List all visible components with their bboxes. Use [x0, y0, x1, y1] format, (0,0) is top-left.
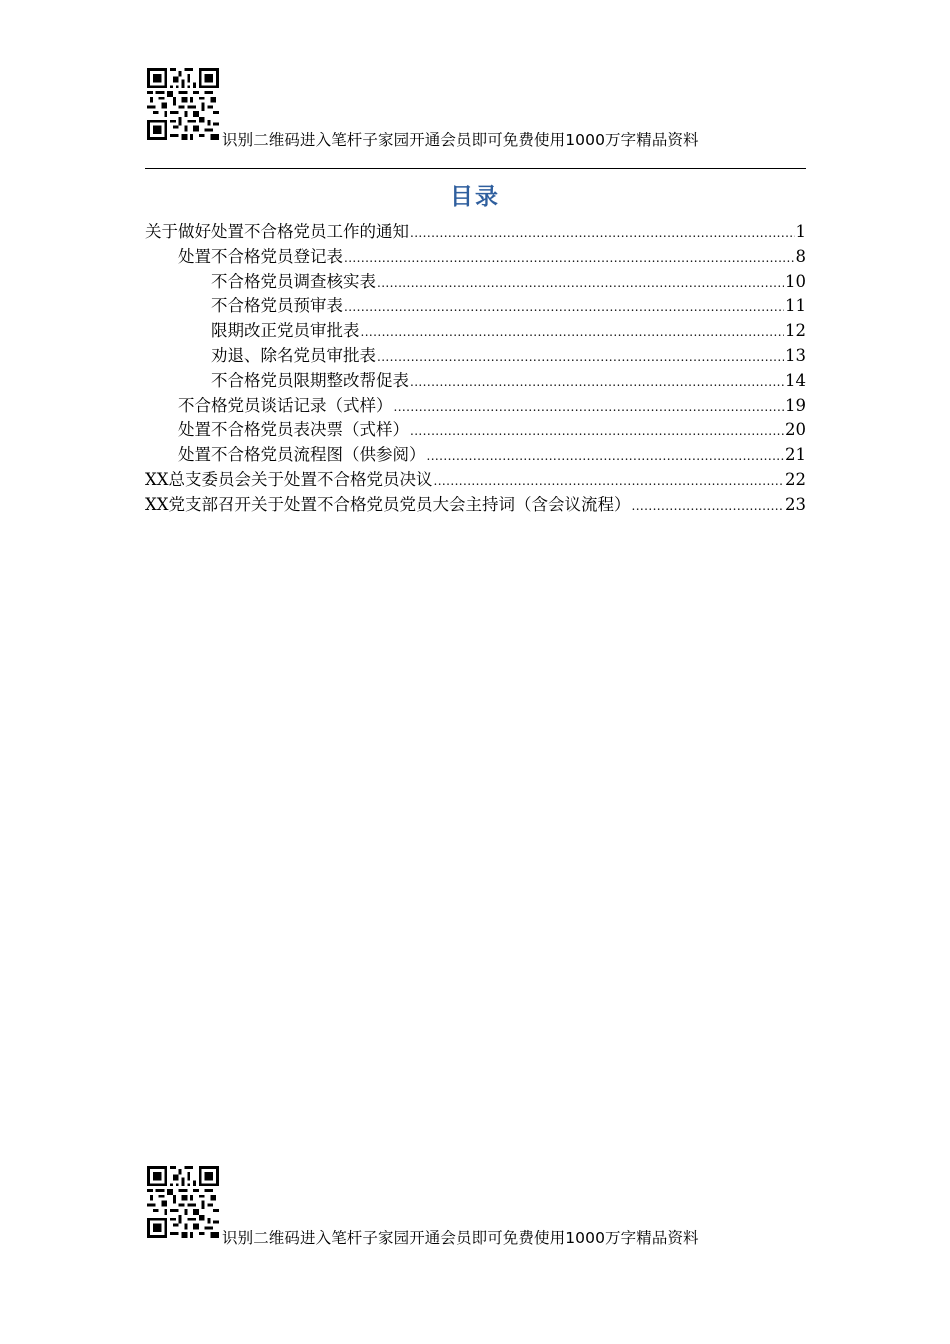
toc-entry-title: 不合格党员谈话记录（式样） — [178, 395, 393, 415]
toc-entry-page-number: 8 — [795, 246, 806, 266]
toc-dot-leader — [344, 295, 784, 320]
toc-entry[interactable] — [145, 344, 806, 369]
toc-dot-leader — [377, 345, 784, 370]
toc-entry-page-number: 22 — [785, 469, 806, 489]
toc-entry-page-number: 12 — [785, 321, 806, 341]
toc-dot-leader — [394, 395, 785, 420]
toc-entry[interactable] — [145, 394, 806, 419]
toc-entry[interactable] — [145, 245, 806, 270]
toc-entry-title: 关于做好处置不合格党员工作的通知 — [145, 222, 409, 241]
toc-entry[interactable] — [145, 369, 806, 394]
toc-dot-leader — [410, 370, 784, 395]
toc-entry-title: 不合格党员调查核实表 — [211, 271, 376, 291]
toc-entry-title: XX党支部召开关于处置不合格党员党员大会主持词（含会议流程） — [145, 494, 631, 514]
toc-entry-title: 处置不合格党员表决票（式样） — [178, 420, 409, 440]
header-qr-code-icon — [147, 68, 219, 140]
toc-entry-page-number: 23 — [785, 494, 806, 514]
toc-entry-page-number: 1 — [795, 222, 806, 241]
toc-dot-leader — [410, 221, 795, 246]
header-banner-text: 识别二维码进入笔杆子家园开通会员即可免费使用1000万字精品资料 — [222, 131, 699, 149]
toc-entry-page-number: 19 — [785, 395, 806, 415]
qr-code-graphic — [147, 68, 219, 140]
toc-entry[interactable] — [145, 493, 806, 518]
toc-dot-leader — [632, 494, 785, 519]
toc-entry-page-number: 21 — [785, 445, 806, 465]
toc-entry[interactable] — [145, 319, 806, 344]
toc-entry[interactable] — [145, 294, 806, 319]
toc-dot-leader — [377, 271, 784, 296]
toc-entry-title: 劝退、除名党员审批表 — [211, 345, 376, 365]
toc-entry-title: XX总支委员会关于处置不合格党员决议 — [145, 469, 433, 489]
toc-entry[interactable] — [145, 270, 806, 295]
toc-entry-page-number: 11 — [785, 296, 806, 316]
toc-dot-leader — [434, 469, 785, 494]
toc-entry-page-number: 13 — [785, 345, 806, 365]
toc-entry[interactable] — [145, 468, 806, 493]
toc-entry-page-number: 14 — [785, 370, 806, 390]
toc-entry-title: 限期改正党员审批表 — [211, 321, 360, 341]
toc-dot-leader — [410, 419, 784, 444]
table-of-contents — [145, 220, 806, 518]
toc-entry-title: 不合格党员预审表 — [211, 296, 343, 316]
toc-entry-title: 不合格党员限期整改帮促表 — [211, 370, 409, 390]
toc-entry-page-number: 10 — [785, 271, 806, 291]
toc-dot-leader — [361, 320, 785, 345]
qr-code-graphic — [147, 1166, 219, 1238]
toc-entry-title: 处置不合格党员流程图（供参阅） — [178, 445, 426, 465]
toc-entry[interactable] — [145, 418, 806, 443]
toc-entry[interactable] — [145, 443, 806, 468]
toc-dot-leader — [344, 246, 795, 271]
toc-entry-page-number: 20 — [785, 420, 806, 440]
toc-title: 目录 — [450, 183, 500, 210]
toc-dot-leader — [427, 444, 785, 469]
toc-entry[interactable] — [145, 220, 806, 245]
toc-entry-title: 处置不合格党员登记表 — [178, 246, 343, 266]
footer-banner-text: 识别二维码进入笔杆子家园开通会员即可免费使用1000万字精品资料 — [222, 1229, 699, 1247]
footer-qr-code-icon — [147, 1166, 219, 1238]
header-divider — [145, 168, 806, 169]
